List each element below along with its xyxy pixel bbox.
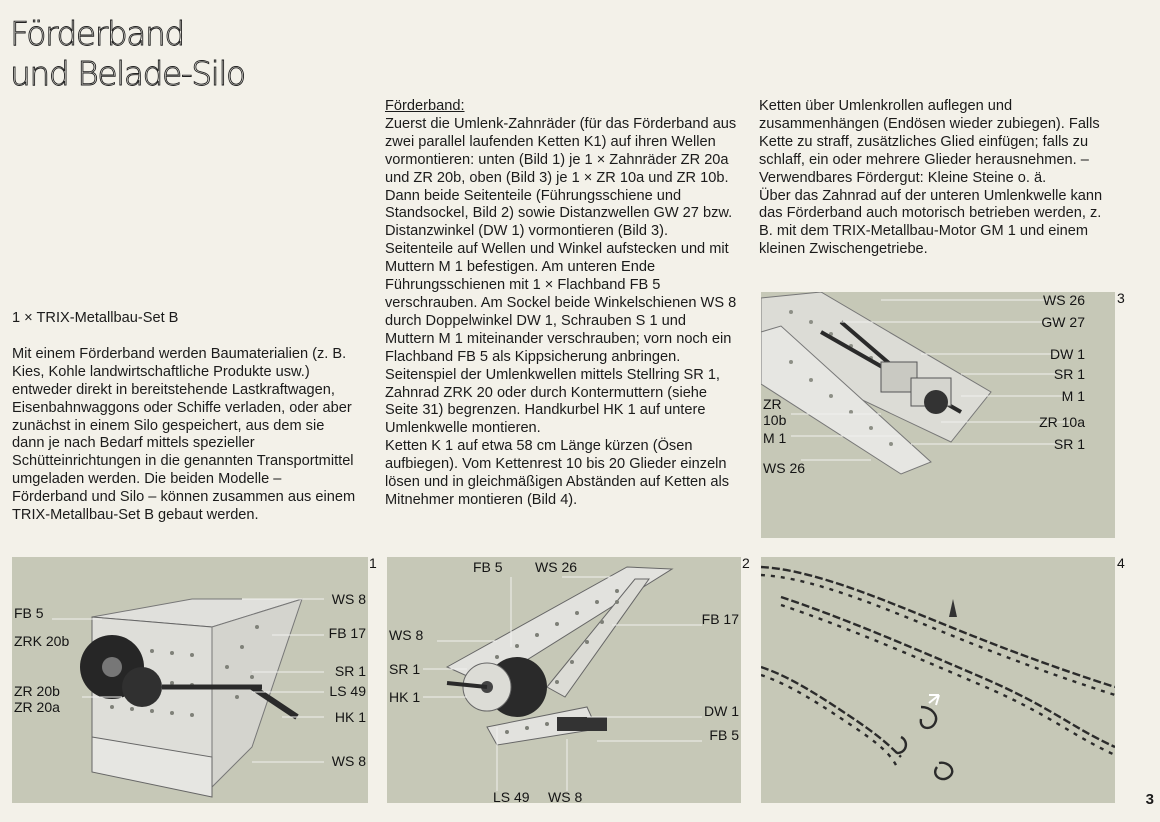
fig2-label-sr1: SR 1 [389,661,421,677]
right-paragraph-1: Ketten über Umlenkrollen auflegen und zusammenhängen (Endösen wieder zubiegen). Falls Kette zu straff, zusätzliches Glied einfügen; falls zu schlaff, ein oder mehrere Glieder herausnehmen. – Verwendbares Fördergut: Kleine Steine o. ä. [759,98,1100,186]
intro-text [12,310,360,525]
intro-paragraph: Mit einem Förderband werden Baumaterialien (z. B. Kies, Kohle landwirtschaftliche Produkte usw.) entweder direkt in bereitstehende Lastkraftwagen, Eisenbahnwaggons oder Schiffe verladen, oder aber zunächst in einem Silo gespeichert, aus dem sie dann je nach Bedarf mittels spezieller Schütteinrichtungen in die genannten Transportmittel umgeladen werden. Die beiden Modelle – Förderband und Silo – können zusammen aus einem TRIX-Metallbau-Set B gebaut werden. [12,345,356,524]
fig1-label-zr20a: ZR 20a [14,699,60,715]
fig2-label-ls49: LS 49 [493,789,530,803]
fig1-label-zrk20b: ZRK 20b [14,633,70,649]
right-text [759,98,1111,259]
set-line: 1 × TRIX-Metallbau-Set B [12,310,179,326]
fig3-label-m1-left: M 1 [763,430,787,446]
fig1-label-ls49: LS 49 [329,683,366,699]
middle-paragraph-2: Ketten K 1 auf etwa 58 cm Länge kürzen (Ösen aufbiegen). Vom Kettenrest 10 bis 20 Glieder einzeln lösen und in gleichmäßigen Abständen auf Ketten als Mitnehmer montieren (Bild 4). [385,438,730,508]
fig3-label-m1: M 1 [1061,388,1085,404]
fig3-label-sr1: SR 1 [1053,366,1085,382]
fig3-label-dw1: DW 1 [1050,346,1085,362]
figure-4-number: 4 [1117,555,1125,571]
fig1-label-ws8-b: WS 8 [331,753,366,769]
fig1-label-fb5: FB 5 [14,605,44,621]
fig2-label-fb17: FB 17 [701,611,739,627]
figure-4-photo [761,557,1115,803]
fig3-label-zr: ZR [763,396,782,412]
fig1-label-hk1: HK 1 [334,709,366,725]
fig3-label-ws26: WS 26 [1042,292,1085,308]
fig1-label-zr20b: ZR 20b [14,683,60,699]
fig2-label-ws8-left: WS 8 [389,627,424,643]
fig1-label-sr1: SR 1 [334,663,366,679]
fig1-label-fb17: FB 17 [328,625,366,641]
figure-1-drawing [12,557,368,803]
fig3-label-10b: 10b [763,412,787,428]
figure-2-photo [387,557,741,803]
fig3-label-zr10a: ZR 10a [1039,414,1085,430]
figure-3-number: 3 [1117,290,1125,306]
fig3-label-sr1-b: SR 1 [1053,436,1085,452]
right-paragraph-2: Über das Zahnrad auf der unteren Umlenkwelle kann das Förderband auch motorisch betrieben werden, z. B. mit dem TRIX-Metallbau-Motor GM 1 und einem kleinen Zwischengetriebe. [759,187,1103,258]
page-number: 3 [1145,791,1154,808]
section-heading: Förderband: [385,98,465,114]
figure-3-photo [761,292,1115,538]
fig3-label-ws26-left: WS 26 [763,460,806,476]
title-line-2: und Belade-Silo [10,54,245,93]
middle-text [385,98,737,510]
figure-2-number: 2 [742,555,750,571]
figure-4-drawing [761,557,1115,803]
figure-1-number: 1 [369,555,377,571]
fig2-label-dw1: DW 1 [704,703,739,719]
fig1-label-ws8: WS 8 [331,591,366,607]
title-line-1: Förderband [10,14,184,53]
fig2-label-fb5-top: FB 5 [473,559,503,575]
figure-1-photo [12,557,368,803]
figure-2-drawing [387,557,741,803]
fig2-label-ws26: WS 26 [535,559,578,575]
fig2-label-fb5: FB 5 [709,727,739,743]
page-title [10,14,245,94]
fig3-label-gw27: GW 27 [1041,314,1085,330]
middle-paragraph-1: Zuerst die Umlenk-Zahnräder (für das Förderband aus zwei parallel laufenden Ketten K1) auf ihren Wellen vormontieren: unten (Bild 1) je 1 × Zahnräder ZR 20a und ZR 20b, oben (Bild 3) je 1 × ZR 10a und ZR 10b. Dann beide Seitenteile (Führungsschiene und Standsockel, Bild 2) sowie Distanzwellen GW 27 bzw. Distanzwinkel (DW 1) vormontieren (Bild 3). Seitenteile auf Wellen und Winkel aufstecken und mit Muttern M 1 befestigen. Am unteren Ende Führungsschienen mit 1 × Flachband FB 5 verschrauben. Am Sockel beide Winkelschienen WS 8 durch Doppelwinkel DW 1, Schrauben S 1 und Muttern M 1 miteinander verschrauben; vorn noch ein Flachband FB 5 als Kippsicherung anbringen. Seitenspiel der Umlenkwellen mittels Stellring SR 1, Zahnrad ZRK 20 oder durch Kontermuttern (siehe Seite 31) begrenzen. Handkurbel HK 1 auf untere Umlenkwelle montieren. [385,115,737,437]
fig2-label-ws8-bottom: WS 8 [548,789,583,803]
fig2-label-hk1: HK 1 [389,689,421,705]
